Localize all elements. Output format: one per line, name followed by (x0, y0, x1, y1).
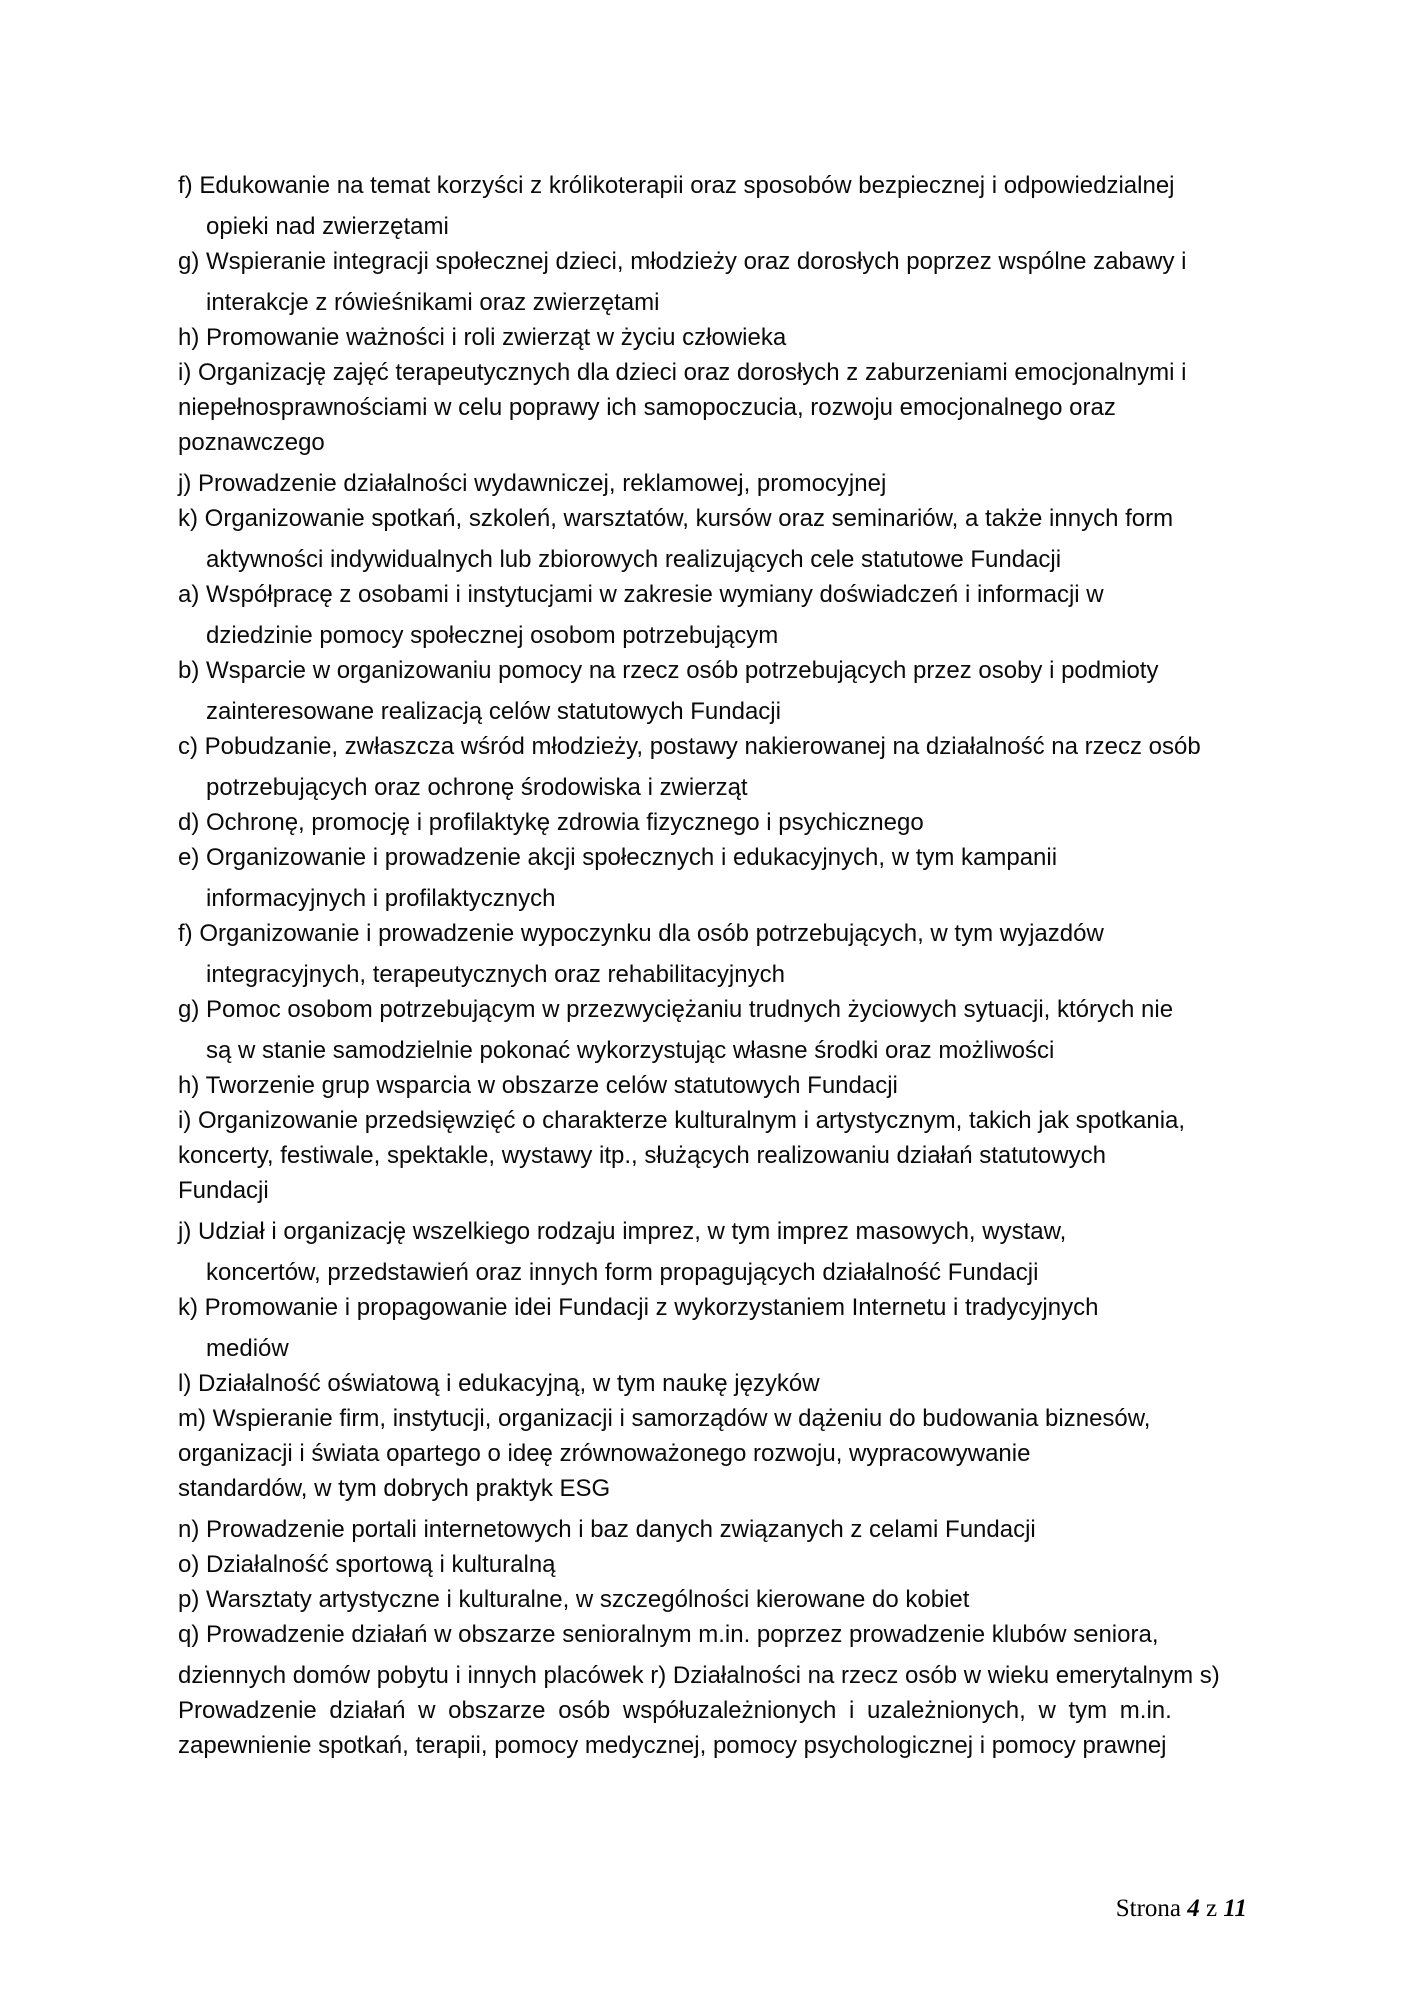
text-line: standardów, w tym dobrych praktyk ESG (178, 1475, 611, 1502)
text-line: p) Warsztaty artystyczne i kulturalne, w szczególności kierowane do kobiet (178, 1586, 970, 1613)
text-line: h) Promowanie ważności i roli zwierząt w życiu człowieka (178, 324, 787, 351)
text-line: niepełnosprawnościami w celu poprawy ich samopoczucia, rozwoju emocjonalnego oraz (178, 394, 1116, 421)
text-line: interakcje z rówieśnikami oraz zwierzętami (206, 289, 660, 316)
text-line: Prowadzenie działań w obszarze osób współuzależnionych i uzależnionych, w tym m.in. (178, 1697, 1172, 1724)
text-line: Fundacji (178, 1177, 269, 1204)
text-line: są w stanie samodzielnie pokonać wykorzystując własne środki oraz możliwości (206, 1037, 1055, 1064)
text-line: potrzebujących oraz ochronę środowiska i zwierząt (206, 774, 748, 801)
text-line: d) Ochronę, promocję i profilaktykę zdrowia fizycznego i psychicznego (178, 809, 924, 836)
footer-label: Strona (1115, 1895, 1182, 1922)
text-line: l) Działalność oświatową i edukacyjną, w tym naukę języków (178, 1370, 820, 1397)
text-line: zainteresowane realizacją celów statutowych Fundacji (206, 698, 781, 725)
text-line: dziedzinie pomocy społecznej osobom potrzebującym (206, 622, 779, 649)
text-line: e) Organizowanie i prowadzenie akcji społecznych i edukacyjnych, w tym kampanii (178, 844, 1058, 871)
text-line: i) Organizowanie przedsięwzięć o charakterze kulturalnym i artystycznym, takich jak spotkania, (178, 1107, 1186, 1134)
text-line: poznawczego (178, 429, 325, 456)
page-footer (1116, 1895, 1247, 1923)
text-line: mediów (206, 1335, 289, 1362)
text-line: f) Organizowanie i prowadzenie wypoczynku dla osób potrzebujących, w tym wyjazdów (178, 920, 1104, 947)
text-line: opieki nad zwierzętami (206, 213, 449, 240)
text-line: f) Edukowanie na temat korzyści z królikoterapii oraz sposobów bezpiecznej i odpowiedzialnej (178, 172, 1175, 199)
text-line: n) Prowadzenie portali internetowych i baz danych związanych z celami Fundacji (178, 1516, 1036, 1543)
text-line: dziennych domów pobytu i innych placówek r) Działalności na rzecz osób w wieku emerytalnym s) (178, 1662, 1220, 1689)
document-body (178, 168, 1253, 1763)
text-line: zapewnienie spotkań, terapii, pomocy medycznej, pomocy psychologicznej i pomocy prawnej (178, 1732, 1167, 1759)
text-line: organizacji i świata opartego o ideę zrównoważonego rozwoju, wypracowywanie (178, 1440, 1031, 1467)
text-line: i) Organizację zajęć terapeutycznych dla dzieci oraz dorosłych z zaburzeniami emocjonalnymi i (178, 359, 1187, 386)
text-line: koncertów, przedstawień oraz innych form propagujących działalność Fundacji (206, 1259, 1039, 1286)
text-line: j) Udział i organizację wszelkiego rodzaju imprez, w tym imprez masowych, wystaw, (178, 1218, 1067, 1245)
footer-page-number: 4 (1187, 1895, 1200, 1922)
footer-total-pages: 11 (1223, 1895, 1247, 1922)
text-line: j) Prowadzenie działalności wydawniczej, reklamowej, promocyjnej (178, 470, 887, 497)
text-line: o) Działalność sportową i kulturalną (178, 1551, 556, 1578)
text-line: h) Tworzenie grup wsparcia w obszarze celów statutowych Fundacji (178, 1072, 898, 1099)
text-line: k) Promowanie i propagowanie idei Fundacji z wykorzystaniem Internetu i tradycyjnych (178, 1294, 1099, 1321)
text-line: k) Organizowanie spotkań, szkoleń, warsztatów, kursów oraz seminariów, a także innych form (178, 505, 1174, 532)
text-line: m) Wspieranie firm, instytucji, organizacji i samorządów w dążeniu do budowania biznesów, (178, 1405, 1151, 1432)
text-line: c) Pobudzanie, zwłaszcza wśród młodzieży, postawy nakierowanej na działalność na rzecz osób (178, 733, 1201, 760)
text-line: aktywności indywidualnych lub zbiorowych realizujących cele statutowe Fundacji (206, 546, 1062, 573)
text-line: informacyjnych i profilaktycznych (206, 885, 556, 912)
text-line: a) Współpracę z osobami i instytucjami w zakresie wymiany doświadczeń i informacji w (178, 581, 1104, 608)
text-line: koncerty, festiwale, spektakle, wystawy itp., służących realizowaniu działań statutowych (178, 1142, 1106, 1169)
text-line: q) Prowadzenie działań w obszarze senioralnym m.in. poprzez prowadzenie klubów seniora, (178, 1621, 1159, 1648)
text-line: b) Wsparcie w organizowaniu pomocy na rzecz osób potrzebujących przez osoby i podmioty (178, 657, 1159, 684)
text-line: g) Wspieranie integracji społecznej dzieci, młodzieży oraz dorosłych poprzez wspólne zabawy i (178, 248, 1187, 275)
text-line: integracyjnych, terapeutycznych oraz rehabilitacyjnych (206, 961, 785, 988)
text-line: g) Pomoc osobom potrzebującym w przezwyciężaniu trudnych życiowych sytuacji, których nie (178, 996, 1174, 1023)
footer-separator: z (1206, 1895, 1218, 1922)
